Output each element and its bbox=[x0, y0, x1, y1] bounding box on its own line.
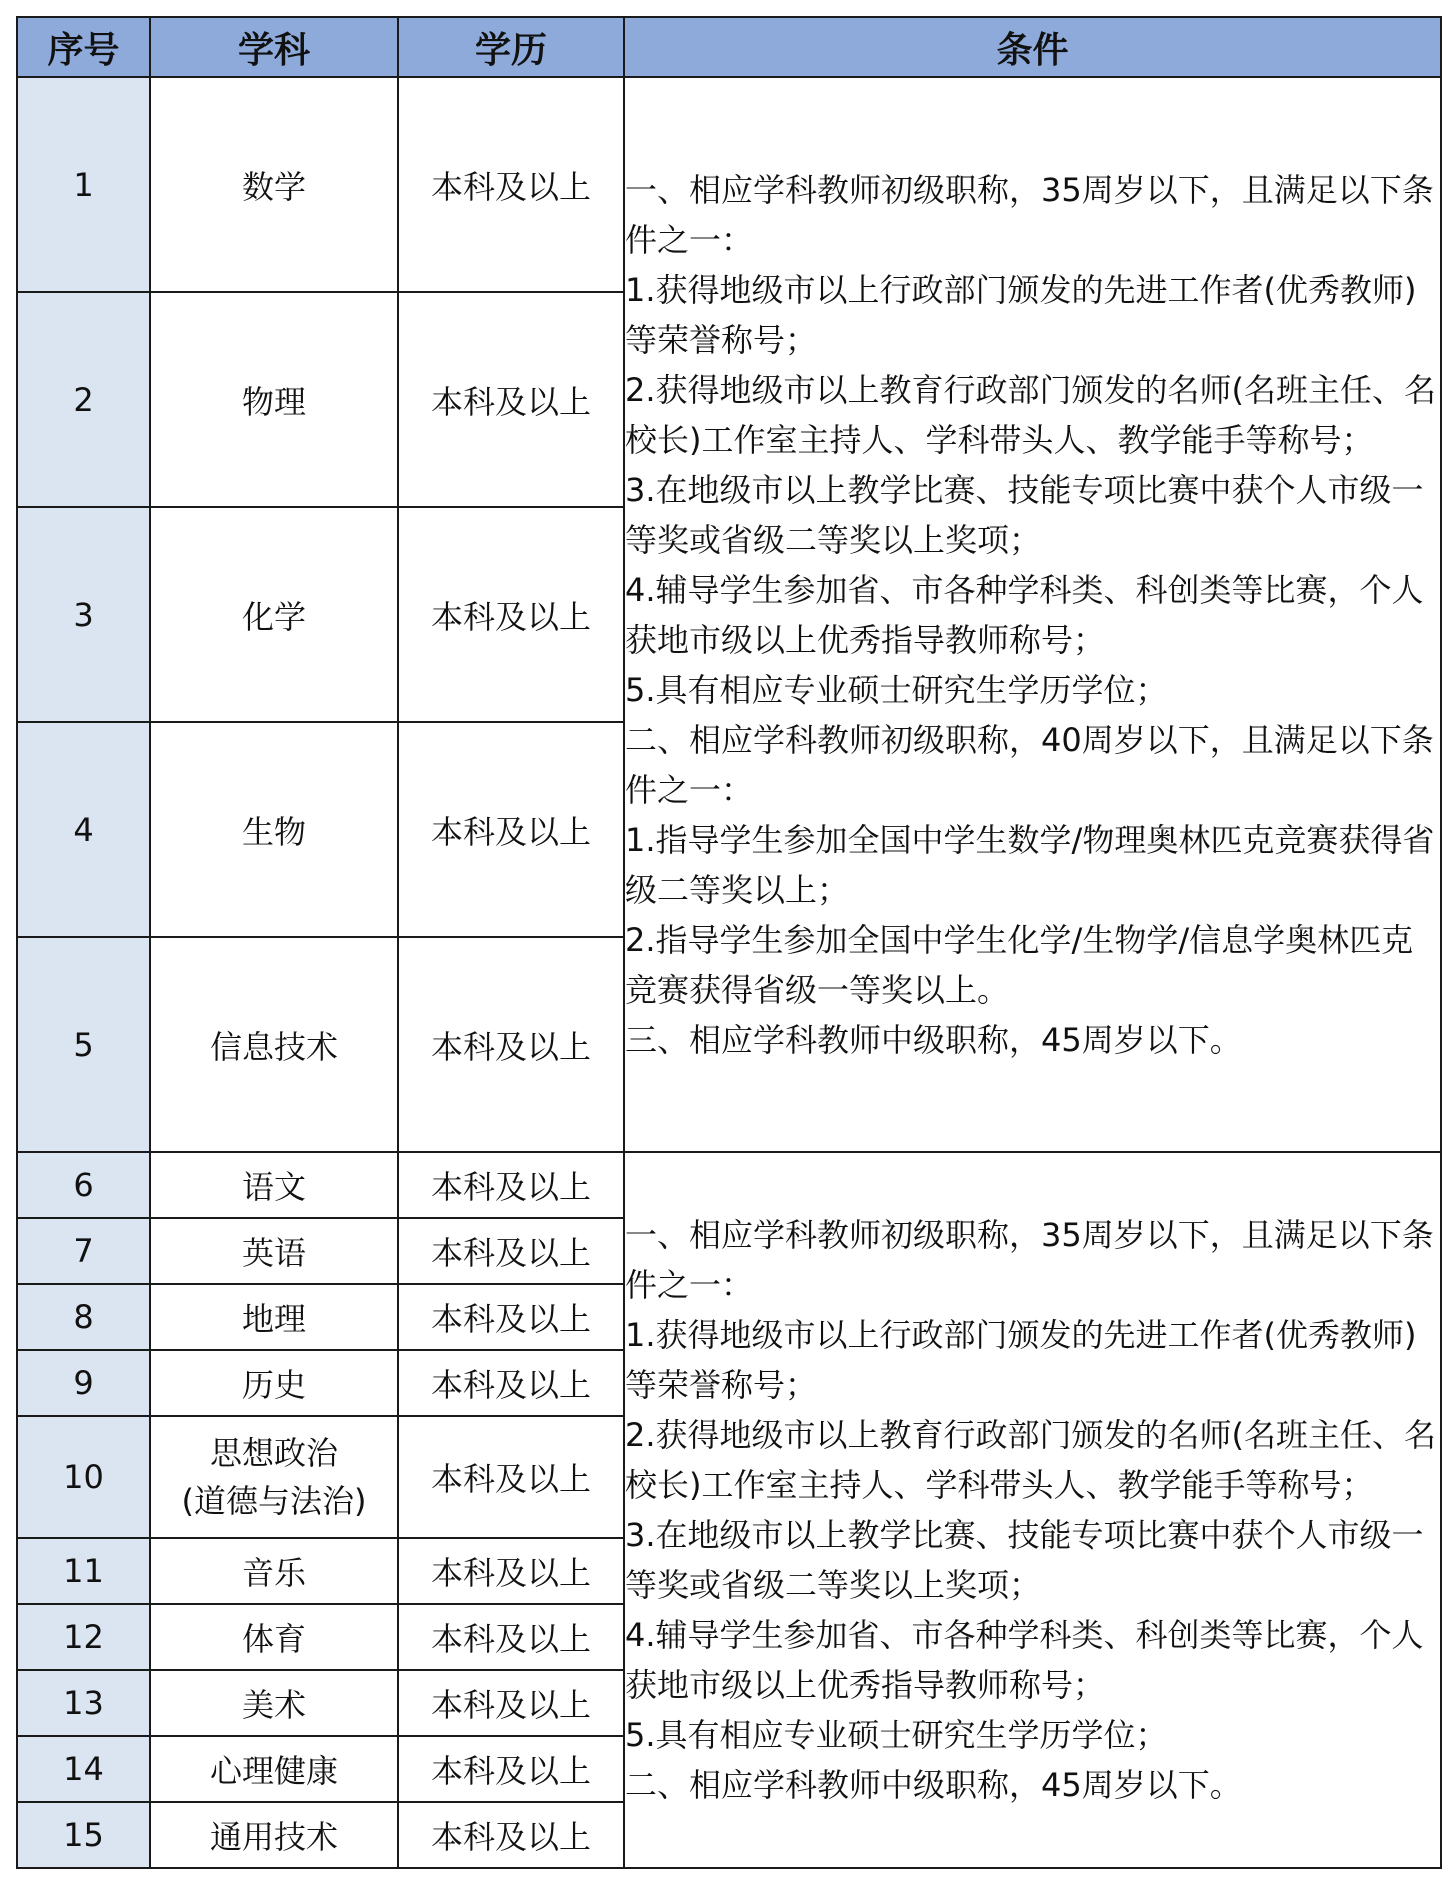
row-degree: 本科及以上 bbox=[398, 1604, 624, 1670]
condition-line: 5.具有相应专业硕士研究生学历学位； bbox=[625, 670, 1168, 709]
row-subject: 心理健康 bbox=[150, 1736, 398, 1802]
row-subject: 音乐 bbox=[150, 1538, 398, 1604]
header-index: 序号 bbox=[17, 17, 150, 77]
row-subject bbox=[150, 1416, 398, 1538]
header-conditions: 条件 bbox=[624, 17, 1441, 77]
condition-line: 3.在地级市以上教学比赛、技能专项比赛中获个人市级一等奖或省级二等奖以上奖项； bbox=[625, 470, 1424, 559]
condition-line: 三、相应学科教师中级职称，45周岁以下。 bbox=[625, 1020, 1242, 1059]
subject-line: 思想政治 bbox=[209, 1434, 338, 1472]
row-degree: 本科及以上 bbox=[398, 1284, 624, 1350]
row-subject: 物理 bbox=[150, 292, 398, 507]
header-row bbox=[17, 17, 1441, 77]
row-subject: 体育 bbox=[150, 1604, 398, 1670]
row-subject: 地理 bbox=[150, 1284, 398, 1350]
condition-line: 4.辅导学生参加省、市各种学科类、科创类等比赛，个人获地市级以上优秀指导教师称号； bbox=[625, 1616, 1424, 1704]
row-degree: 本科及以上 bbox=[398, 1152, 624, 1218]
row-index: 8 bbox=[17, 1284, 150, 1350]
row-degree: 本科及以上 bbox=[398, 1538, 624, 1604]
condition-line: 一、相应学科教师初级职称，35周岁以下，且满足以下条件之一： bbox=[625, 170, 1434, 259]
row-subject: 美术 bbox=[150, 1670, 398, 1736]
row-degree: 本科及以上 bbox=[398, 507, 624, 722]
row-degree: 本科及以上 bbox=[398, 1736, 624, 1802]
table-row bbox=[17, 77, 1441, 292]
condition-line: 1.指导学生参加全国中学生数学/物理奥林匹克竞赛获得省级二等奖以上； bbox=[625, 820, 1435, 909]
condition-line: 二、相应学科教师初级职称，40周岁以下，且满足以下条件之一： bbox=[625, 720, 1434, 809]
row-index: 12 bbox=[17, 1604, 150, 1670]
row-index: 11 bbox=[17, 1538, 150, 1604]
row-degree: 本科及以上 bbox=[398, 77, 624, 292]
row-degree: 本科及以上 bbox=[398, 292, 624, 507]
header-subject: 学科 bbox=[150, 17, 398, 77]
row-subject: 数学 bbox=[150, 77, 398, 292]
row-index: 7 bbox=[17, 1218, 150, 1284]
row-degree: 本科及以上 bbox=[398, 722, 624, 937]
condition-line: 1.获得地级市以上行政部门颁发的先进工作者(优秀教师)等荣誉称号； bbox=[625, 270, 1417, 359]
condition-line: 1.获得地级市以上行政部门颁发的先进工作者(优秀教师)等荣誉称号； bbox=[625, 1316, 1417, 1404]
row-index: 3 bbox=[17, 507, 150, 722]
condition-line: 一、相应学科教师初级职称，35周岁以下，且满足以下条件之一： bbox=[625, 1216, 1434, 1304]
subject-line-2: (道德与法治) bbox=[181, 1482, 367, 1520]
row-degree: 本科及以上 bbox=[398, 937, 624, 1152]
recruitment-conditions-table bbox=[16, 16, 1442, 1869]
row-index: 1 bbox=[17, 77, 150, 292]
condition-line: 3.在地级市以上教学比赛、技能专项比赛中获个人市级一等奖或省级二等奖以上奖项； bbox=[625, 1516, 1424, 1604]
row-subject: 信息技术 bbox=[150, 937, 398, 1152]
table-row bbox=[17, 1152, 1441, 1218]
row-index: 4 bbox=[17, 722, 150, 937]
row-index: 6 bbox=[17, 1152, 150, 1218]
condition-line: 2.获得地级市以上教育行政部门颁发的名师(名班主任、名校长)工作室主持人、学科带头人、教学能手等称号； bbox=[625, 370, 1437, 459]
condition-line: 2.获得地级市以上教育行政部门颁发的名师(名班主任、名校长)工作室主持人、学科带头人、教学能手等称号； bbox=[625, 1416, 1437, 1504]
group2-conditions bbox=[624, 1152, 1441, 1868]
row-degree: 本科及以上 bbox=[398, 1218, 624, 1284]
row-subject: 语文 bbox=[150, 1152, 398, 1218]
condition-line: 5.具有相应专业硕士研究生学历学位； bbox=[625, 1716, 1168, 1754]
row-index: 2 bbox=[17, 292, 150, 507]
row-index: 10 bbox=[17, 1416, 150, 1538]
header-degree: 学历 bbox=[398, 17, 624, 77]
row-index: 5 bbox=[17, 937, 150, 1152]
row-subject: 生物 bbox=[150, 722, 398, 937]
row-subject: 化学 bbox=[150, 507, 398, 722]
row-subject: 通用技术 bbox=[150, 1802, 398, 1868]
group1-conditions bbox=[624, 77, 1441, 1152]
row-degree: 本科及以上 bbox=[398, 1802, 624, 1868]
row-index: 14 bbox=[17, 1736, 150, 1802]
row-index: 9 bbox=[17, 1350, 150, 1416]
row-degree: 本科及以上 bbox=[398, 1416, 624, 1538]
row-degree: 本科及以上 bbox=[398, 1350, 624, 1416]
row-subject: 历史 bbox=[150, 1350, 398, 1416]
row-index: 15 bbox=[17, 1802, 150, 1868]
row-index: 13 bbox=[17, 1670, 150, 1736]
condition-line: 2.指导学生参加全国中学生化学/生物学/信息学奥林匹克竞赛获得省级一等奖以上。 bbox=[625, 920, 1414, 1009]
condition-line: 4.辅导学生参加省、市各种学科类、科创类等比赛，个人获地市级以上优秀指导教师称号； bbox=[625, 570, 1424, 659]
condition-line: 二、相应学科教师中级职称，45周岁以下。 bbox=[625, 1766, 1242, 1804]
row-subject: 英语 bbox=[150, 1218, 398, 1284]
row-degree: 本科及以上 bbox=[398, 1670, 624, 1736]
